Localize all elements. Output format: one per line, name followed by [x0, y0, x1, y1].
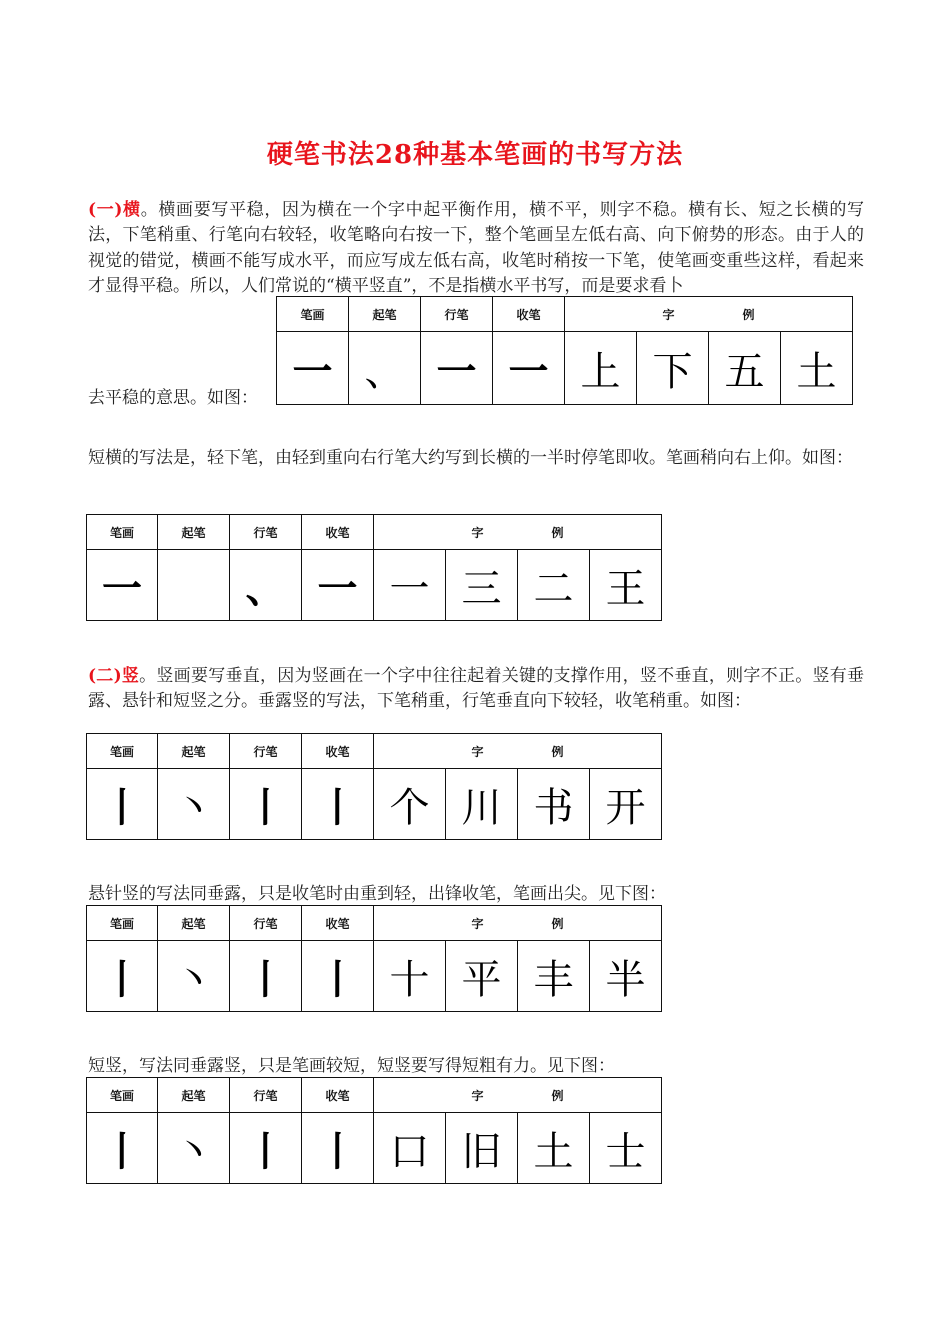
header-examples: 字 例: [565, 297, 853, 332]
stroke-cell: 丨: [87, 769, 158, 840]
example-cell: 土: [518, 1113, 590, 1184]
example-cell: 上: [565, 332, 637, 405]
start-cell: [158, 550, 230, 621]
example-cell: 平: [446, 941, 518, 1012]
example-cell: 二: [518, 550, 590, 621]
end-cell: 丨: [302, 1113, 374, 1184]
example-cell: 开: [590, 769, 662, 840]
header-end: 收笔: [493, 297, 565, 332]
example-cell: 半: [590, 941, 662, 1012]
header-stroke: 笔画: [87, 1078, 158, 1113]
start-cell: 丶: [158, 941, 230, 1012]
example-cell: 川: [446, 769, 518, 840]
header-end: 收笔: [302, 734, 374, 769]
stroke-cell: 一: [277, 332, 349, 405]
stroke-table-short-heng: [86, 514, 662, 621]
header-examples: 字 例: [374, 734, 662, 769]
header-end: 收笔: [302, 906, 374, 941]
start-cell: 丶: [158, 769, 230, 840]
section-shu-text: [88, 664, 864, 715]
header-move: 行笔: [230, 1078, 302, 1113]
stroke-table-chuilu-shu: [86, 733, 662, 840]
section-label: (二)竖: [88, 666, 140, 686]
header-start: 起笔: [158, 515, 230, 550]
example-cell: 三: [446, 550, 518, 621]
header-move: 行笔: [230, 734, 302, 769]
section-xuanzhen-text: 悬针竖的写法同垂露，只是收笔时由重到轻，出锋收笔，笔画出尖。见下图：: [88, 884, 666, 904]
header-examples: 字 例: [374, 1078, 662, 1113]
start-cell: 丶: [158, 1113, 230, 1184]
section-label: (一)横: [88, 200, 141, 220]
stroke-table-duan-shu: [86, 1077, 662, 1184]
end-cell: 丨: [302, 941, 374, 1012]
move-cell: 一: [421, 332, 493, 405]
header-stroke: 笔画: [87, 515, 158, 550]
example-cell: 口: [374, 1113, 446, 1184]
header-stroke: 笔画: [277, 297, 349, 332]
example-cell: 书: [518, 769, 590, 840]
header-examples: 字 例: [374, 906, 662, 941]
example-cell: 王: [590, 550, 662, 621]
header-stroke: 笔画: [87, 734, 158, 769]
header-start: 起笔: [158, 906, 230, 941]
move-cell: 丨: [230, 1113, 302, 1184]
example-cell: 五: [709, 332, 781, 405]
example-cell: 丰: [518, 941, 590, 1012]
section-heng-tail: 去平稳的意思。如图：: [88, 388, 258, 408]
header-start: 起笔: [158, 1078, 230, 1113]
example-cell: 旧: [446, 1113, 518, 1184]
header-move: 行笔: [230, 515, 302, 550]
example-cell: 士: [590, 1113, 662, 1184]
section-heng-text: [88, 198, 864, 299]
stroke-cell: 丨: [87, 941, 158, 1012]
header-move: 行笔: [230, 906, 302, 941]
example-cell: 下: [637, 332, 709, 405]
end-cell: 一: [302, 550, 374, 621]
example-cell: 一: [374, 550, 446, 621]
header-end: 收笔: [302, 1078, 374, 1113]
stroke-table-heng: [276, 296, 853, 405]
stroke-cell: 一: [87, 550, 158, 621]
example-cell: 十: [374, 941, 446, 1012]
example-cell: 个: [374, 769, 446, 840]
section-duanshu-text: 短竖，写法同垂露竖，只是笔画较短，短竖要写得短粗有力。见下图：: [88, 1056, 615, 1076]
header-end: 收笔: [302, 515, 374, 550]
move-cell: 、: [230, 550, 302, 621]
header-examples: 字 例: [374, 515, 662, 550]
section-body: 。横画要写平稳，因为横在一个字中起平衡作用，横不平，则字不稳。横有长、短之长横的写法，下笔稍重、行笔向右较轻，收笔略向右按一下，整个笔画呈左低右高、向下俯势的形态。由于人的视觉的错觉，横画不能写成水平，而应写成左低右高，收笔时稍按一下笔，使笔画变重些这样，看起来才显得平稳。所以，人们常说的“横平竖直”，不是指横水平书写，而是要求看卜: [88, 200, 864, 296]
section-body: 。竖画要写垂直，因为竖画在一个字中往往起着关键的支撑作用，竖不垂直，则字不正。竖有垂露、悬针和短竖之分。垂露竖的写法，下笔稍重，行笔垂直向下较轻，收笔稍重。如图：: [88, 666, 865, 712]
end-cell: 丨: [302, 769, 374, 840]
header-start: 起笔: [349, 297, 421, 332]
stroke-cell: 丨: [87, 1113, 158, 1184]
start-cell: 、: [349, 332, 421, 405]
move-cell: 丨: [230, 941, 302, 1012]
end-cell: 一: [493, 332, 565, 405]
header-start: 起笔: [158, 734, 230, 769]
page-title: 硬笔书法28种基本笔画的书写方法: [266, 140, 684, 170]
section-short-heng-text: 短横的写法是，轻下笔，由轻到重向右行笔大约写到长横的一半时停笔即收。笔画稍向右上仰。如图：: [88, 448, 853, 468]
move-cell: 丨: [230, 769, 302, 840]
header-move: 行笔: [421, 297, 493, 332]
header-stroke: 笔画: [87, 906, 158, 941]
example-cell: 土: [781, 332, 853, 405]
stroke-table-xuanzhen-shu: [86, 905, 662, 1012]
